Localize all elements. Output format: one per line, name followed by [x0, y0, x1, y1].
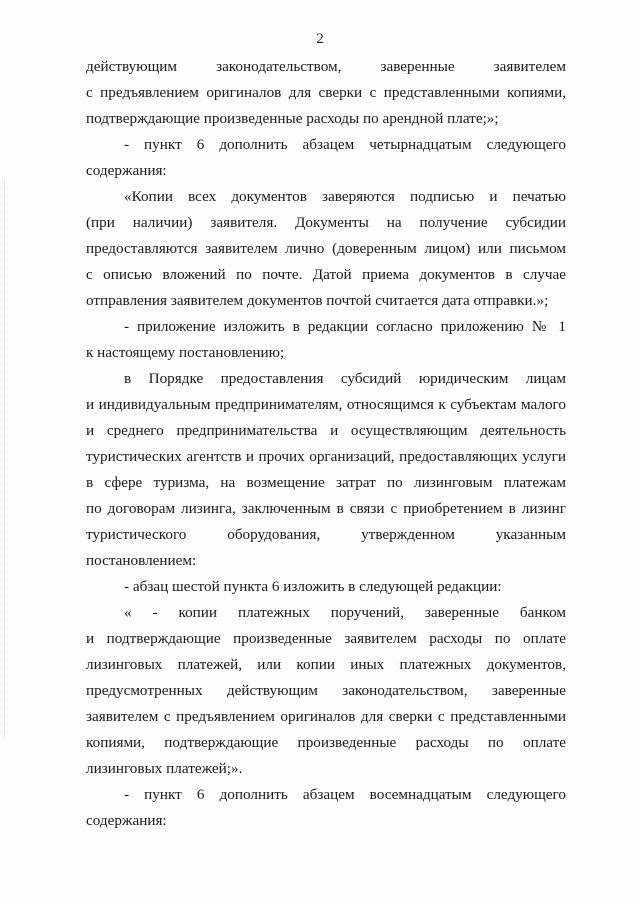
text-line: подтверждающие произведенные расходы по арендной плате;»;	[86, 110, 499, 127]
paragraph	[86, 366, 566, 574]
text-line: лизинговых платежей;».	[86, 760, 243, 777]
text-line: - пункт 6 дополнить абзацем восемнадцатым следующего	[124, 786, 566, 803]
text-line: - приложение изложить в редакции согласно приложению № 1	[124, 318, 566, 335]
text-line: отправления заявителем документов почтой считается дата отправки.»;	[86, 292, 549, 309]
text-line: действующим законодательством, заверенные заявителем	[86, 58, 566, 75]
text-line: - абзац шестой пункта 6 изложить в следующей редакции:	[124, 578, 502, 595]
text-line: по договорам лизинга, заключенным в связи с приобретением в лизинг	[86, 500, 566, 517]
text-line: и среднего предпринимательства и осуществляющим деятельность	[86, 422, 566, 439]
text-line: предусмотренных действующим законодательством, заверенные	[86, 682, 566, 699]
text-line: с предъявлением оригиналов для сверки с представленными копиями,	[86, 84, 566, 101]
text-line: « - копии платежных поручений, заверенные банком	[124, 604, 566, 621]
document-body	[86, 54, 566, 834]
text-line: туристических агентств и прочих организаций, предоставляющих услуги	[86, 448, 566, 465]
text-line: и индивидуальным предпринимателям, относящимся к субъектам малого	[86, 396, 566, 413]
text-line: туристического оборудования, утвержденном указанным	[86, 526, 566, 543]
paragraph	[86, 54, 566, 132]
page-number: 2	[316, 31, 324, 47]
paragraph	[86, 314, 566, 366]
text-line: постановлением:	[86, 552, 197, 569]
text-line: и подтверждающие произведенные заявителем расходы по оплате	[86, 630, 566, 647]
text-line: содержания:	[86, 162, 167, 179]
paragraph	[86, 132, 566, 184]
text-line: к настоящему постановлению;	[86, 344, 285, 361]
text-line: предоставляются заявителем лично (доверенным лицом) или письмом	[86, 240, 566, 257]
text-line: (при наличии) заявителя. Документы на получение субсидии	[86, 214, 566, 231]
paragraph	[86, 184, 566, 314]
text-line: содержания:	[86, 812, 167, 829]
paragraph	[86, 782, 566, 834]
text-line: в сфере туризма, на возмещение затрат по лизинговым платежам	[86, 474, 566, 491]
text-line: в Порядке предоставления субсидий юридическим лицам	[124, 370, 566, 387]
text-line: лизинговых платежей, или копии иных платежных документов,	[86, 656, 566, 673]
text-line: с описью вложений по почте. Датой приема документов в случае	[86, 266, 566, 283]
text-line: «Копии всех документов заверяются подписью и печатью	[124, 188, 566, 205]
scan-edge-marks	[4, 180, 11, 740]
text-line: заявителем с предъявлением оригиналов для сверки с представленными	[86, 708, 566, 725]
text-line: копиями, подтверждающие произведенные расходы по оплате	[86, 734, 566, 751]
paragraph	[86, 574, 566, 600]
text-line: - пункт 6 дополнить абзацем четырнадцатым следующего	[124, 136, 566, 153]
paragraph	[86, 600, 566, 782]
